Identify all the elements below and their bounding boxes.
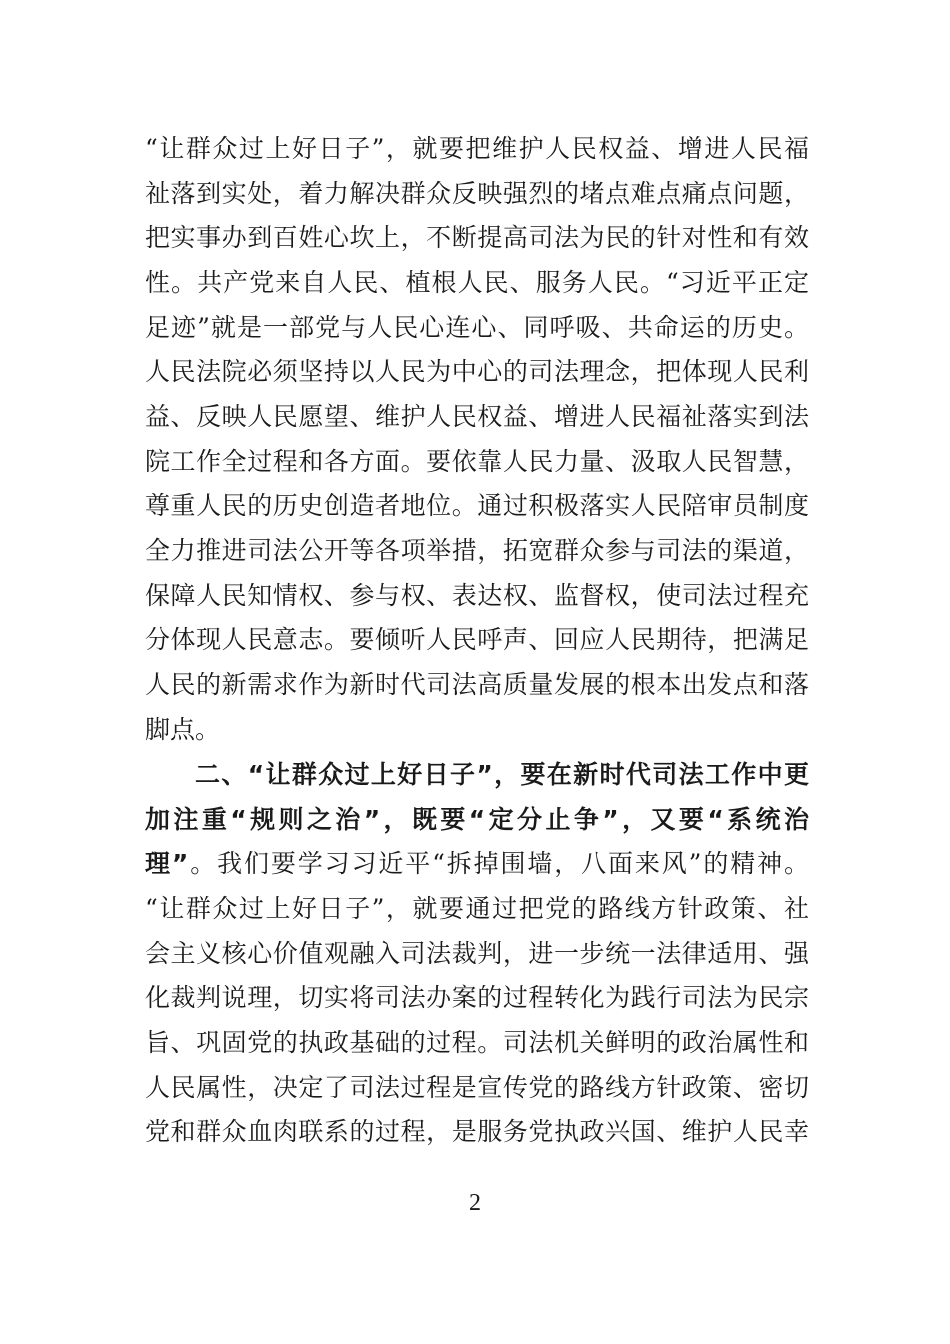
- paragraph-2-heading-line-2: [145, 798, 809, 842]
- paragraph-1-line-6: 人民法院必须坚持以人民为中心的司法理念，把体现人民利: [145, 357, 809, 386]
- paragraph-2-line-3-rest: 。我们要学习习近平“拆掉围墙，八面来风”的精神。: [188, 849, 809, 878]
- paragraph-1-line-12: 分体现人民意志。要倾听人民呼声、回应人民期待，把满足: [145, 625, 809, 654]
- page-number: 2: [469, 1190, 481, 1216]
- paragraph-1-line-3: 把实事办到百姓心坎上，不断提高司法为民的针对性和有效: [145, 223, 809, 252]
- paragraph-1-line-14: 脚点。: [145, 715, 221, 744]
- paragraph-1-line-10: 全力推进司法公开等各项举措，拓宽群众参与司法的渠道，: [145, 536, 809, 565]
- paragraph-1-line-11: 保障人民知情权、参与权、表达权、监督权，使司法过程充: [145, 581, 809, 610]
- section-heading-part-1: 二、“让群众过上好日子”，要在新时代司法工作中更: [195, 760, 809, 789]
- paragraph-1-line-4: 性。共产党来自人民、植根人民、服务人民。“习近平正定: [145, 268, 809, 297]
- paragraph-1-line-9: 尊重人民的历史创造者地位。通过积极落实人民陪审员制度: [145, 491, 809, 520]
- paragraph-1-line-7: 益、反映人民愿望、维护人民权益、增进人民福祉落实到法: [145, 402, 809, 431]
- section-heading-part-2: 加注重“规则之治”，既要“定分止争”，又要“系统治: [145, 805, 809, 834]
- paragraph-2-line-7: 旨、巩固党的执政基础的过程。司法机关鲜明的政治属性和: [145, 1028, 809, 1057]
- section-heading-part-3: 理”: [145, 849, 189, 878]
- paragraph-1-line-1: “让群众过上好日子”，就要把维护人民权益、增进人民福: [145, 134, 809, 163]
- paragraph-1-line-5: 足迹”就是一部党与人民心连心、同呼吸、共命运的历史。: [145, 313, 809, 342]
- paragraph-2-line-6: 化裁判说理，切实将司法办案的过程转化为践行司法为民宗: [145, 983, 809, 1012]
- paragraph-2-line-4: “让群众过上好日子”，就要通过把党的路线方针政策、社: [145, 894, 809, 923]
- paragraph-1-line-13: 人民的新需求作为新时代司法高质量发展的根本出发点和落: [145, 670, 809, 699]
- paragraph-2-heading-line-1: [195, 753, 809, 797]
- paragraph-1-line-8: 院工作全过程和各方面。要依靠人民力量、汲取人民智慧，: [145, 447, 809, 476]
- paragraph-2-line-8: 人民属性，决定了司法过程是宣传党的路线方针政策、密切: [145, 1073, 809, 1102]
- paragraph-2-line-5: 会主义核心价值观融入司法裁判，进一步统一法律适用、强: [145, 939, 809, 968]
- paragraph-2-line-9: 党和群众血肉联系的过程，是服务党执政兴国、维护人民幸: [145, 1117, 809, 1146]
- paragraph-1-line-2: 祉落到实处，着力解决群众反映强烈的堵点难点痛点问题，: [145, 179, 809, 208]
- paragraph-2-line-3: [145, 842, 809, 886]
